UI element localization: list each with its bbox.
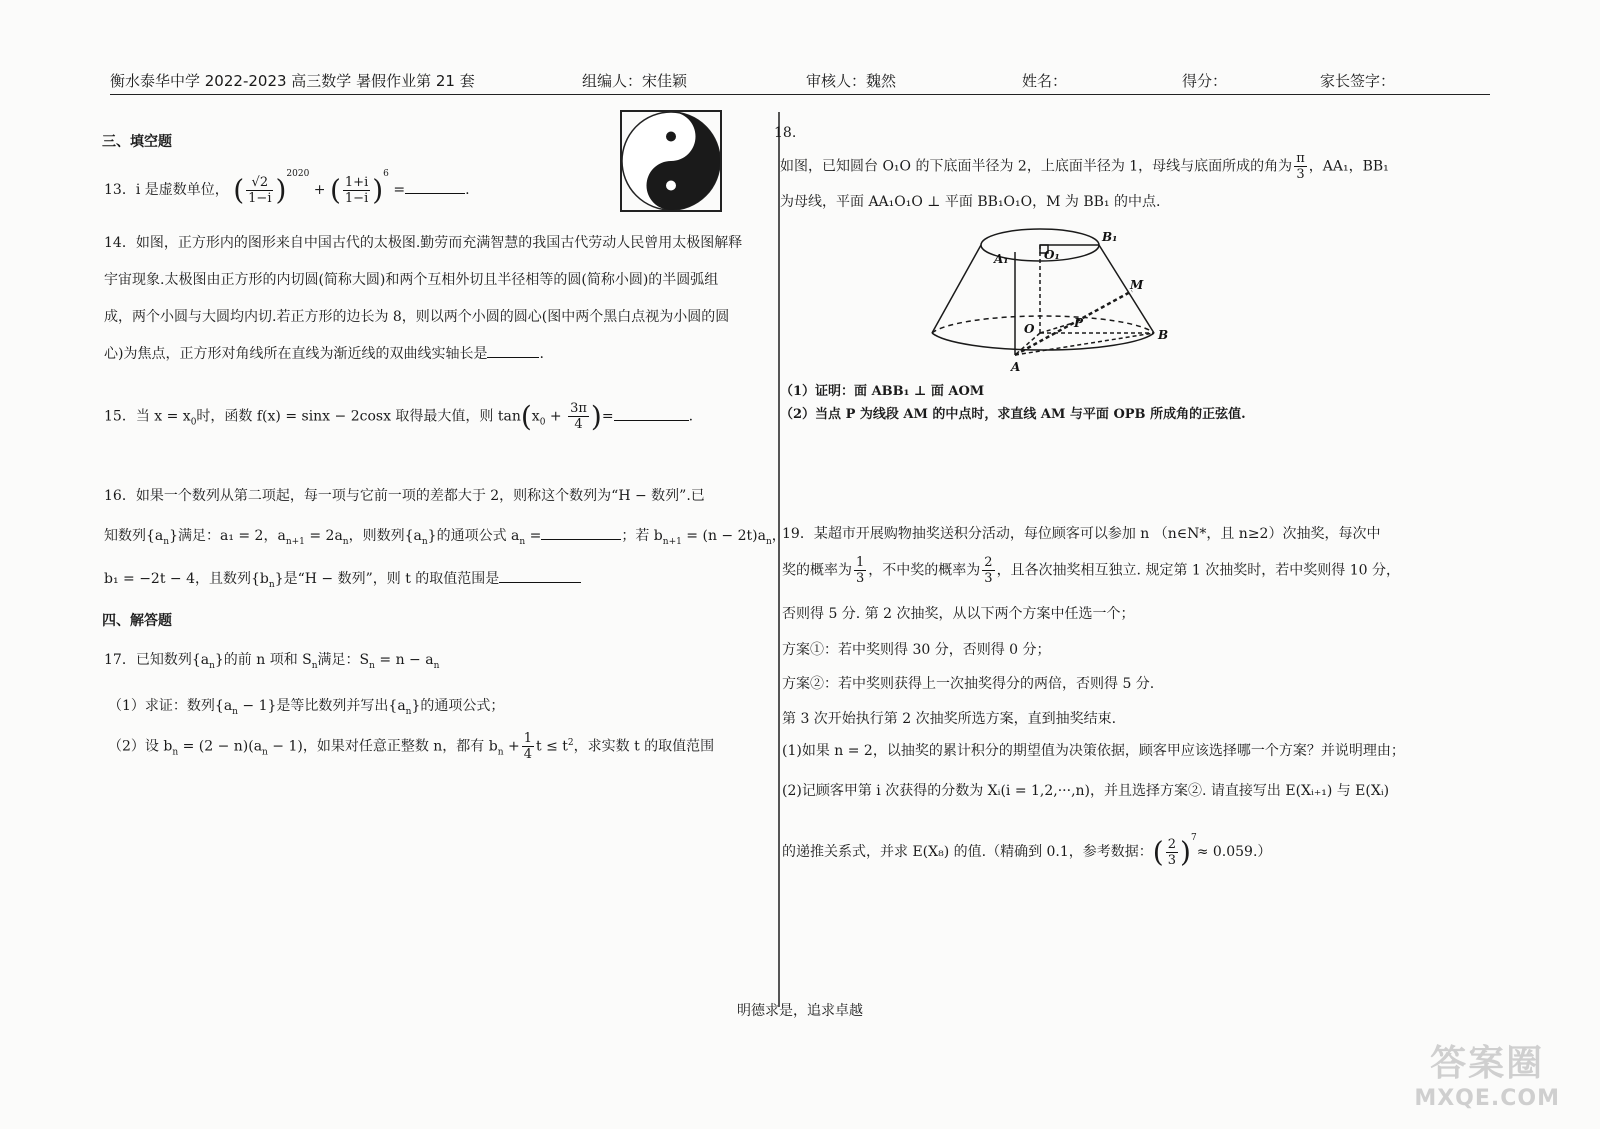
q15-sub: 0 — [190, 417, 197, 428]
q19-line2 — [782, 555, 1400, 586]
watermark-logo — [1414, 1035, 1560, 1111]
q14-text: 14．如图，正方形内的图形来自中国古代的太极图.勤劳而充满智慧的我国古代劳动人民曾用太极图解释宇宙现象.太极图由正方形的内切圆(简称大圆)和两个互相外切且半径相等的圆(简称小圆)的半圆弧组成，两个小圆与大圆均内切.若正方形的边长为 8，则以两个小圆的圆心(图中两个黑白点视为小圆的圆心)为焦点，正方形对角线所在直线为渐近线的双曲线实轴长是 — [104, 235, 743, 362]
q19-ref-exp: 7 — [1190, 833, 1197, 843]
q17-p2-s3: n — [497, 747, 504, 758]
q15-x-sub: 0 — [539, 417, 546, 428]
q17-p2-sq: 2 — [567, 737, 574, 748]
q16-s4: n — [421, 536, 428, 547]
label-A1: A₁ — [994, 252, 1009, 266]
q19-line6: 第 3 次开始执行第 2 次抽奖所选方案，直到抽奖结束. — [782, 711, 1117, 727]
header-parent-signature: 家长签字： — [1320, 72, 1396, 90]
q17-t3: 满足：S — [317, 652, 370, 668]
q17-p1-s2: n — [405, 706, 412, 717]
q16-t7: ；若 b — [621, 528, 663, 544]
question-17-part1 — [108, 695, 504, 717]
q16-answer-blank-1[interactable] — [541, 527, 621, 540]
header-score-field: 得分： — [1182, 72, 1228, 90]
q19-line3: 否则得 5 分. 第 2 次抽奖，从以下两个方案中任选一个； — [782, 606, 1135, 622]
question-16-line3 — [104, 568, 581, 590]
question-13: 13．i 是虚数单位， ( $\frac{√2}{1-i}$ )$^{2020}$ + ( $\frac{1+i}{1-i}$ )$^6$ = . — [104, 169, 470, 207]
label-A: A — [1011, 360, 1021, 374]
question-17-part2 — [108, 731, 714, 762]
label-P: P — [1074, 316, 1084, 330]
q18-number: 18. — [774, 125, 797, 141]
q13-frac2-num: 1+i — [344, 174, 369, 190]
q17-p2-t5: t ≤ t — [536, 738, 568, 755]
q13-frac1-num: √2 — [246, 175, 273, 191]
q13-answer-blank[interactable] — [405, 181, 465, 194]
q19-line5: 方案②：若中奖则获得上一次抽奖得分的两倍，否则得 5 分. — [782, 676, 1155, 692]
q13-exp1: 2020 — [286, 169, 310, 179]
q19-line9: 的递推关系式，并求 E(X₈) 的值.（精确到 0.1，参考数据：( $\frac{2}{3}$ )$^7$≈ 0.059.） — [782, 833, 1272, 869]
q15-equals: = — [601, 408, 614, 425]
q17-t2: }的前 n 项和 S — [214, 652, 312, 668]
section-fill-in-title: 三、填空题 — [102, 134, 172, 150]
q17-s2: n — [311, 660, 318, 671]
q16-t8: = (n − 2t)a — [681, 528, 766, 544]
q16-s3: n — [342, 536, 349, 547]
page-footer-motto: 明德求是，追求卓越 — [737, 1003, 863, 1019]
q17-p1-t1: （1）求证：数列{a — [108, 698, 233, 714]
q18-part1: （1）证明：面 ABB₁ ⊥ 面 AOM — [780, 384, 985, 399]
q17-s1: n — [209, 660, 215, 671]
q19-line4: 方案①：若中奖则得 30 分，否则得 0 分； — [782, 642, 1051, 658]
q15-frac-num: 3π — [570, 401, 587, 416]
q17-p1-s1: n — [232, 706, 238, 717]
q16-s2: n+1 — [285, 536, 305, 547]
question-16-line1: 16．如果一个数列从第二项起，每一项与它前一项的差都大于 2，则称这个数列为“H − 数列”.已 — [104, 488, 705, 504]
q16-t11: }是“H − 数列”，则 t 的取值范围是 — [274, 571, 500, 587]
frustum-figure — [920, 215, 1180, 375]
q17-s3: n — [369, 660, 375, 671]
q15-frac-den: 4 — [574, 417, 583, 432]
q18-line1 — [780, 151, 1389, 182]
q17-p1-t2: − 1}是等比数列并写出{a — [237, 698, 406, 714]
question-16-line2 — [104, 525, 786, 547]
question-14 — [104, 225, 744, 373]
q13-end: . — [465, 182, 470, 198]
q16-t5: }的通项公式 a — [427, 528, 520, 544]
q16-t2: }满足：a₁ = 2，a — [169, 528, 286, 544]
label-B: B — [1158, 328, 1169, 342]
q16-answer-blank-2[interactable] — [499, 570, 581, 583]
q19-p1-num: 1 — [856, 555, 865, 570]
taiji-figure — [620, 110, 722, 212]
q13-frac1-den: 1−i — [248, 190, 272, 206]
q16-t3: = 2a — [304, 528, 343, 544]
q18-part2: （2）当点 P 为线段 AM 的中点时，求直线 AM 与平面 OPB 所成角的正弦值. — [780, 407, 1246, 422]
q13-plus: + — [313, 182, 326, 198]
q16-t6: = — [525, 528, 542, 544]
q13-number: 13． — [104, 182, 136, 198]
q15-answer-blank[interactable] — [614, 408, 689, 421]
q17-s4: n — [433, 660, 440, 671]
q19-ref-num: 2 — [1167, 836, 1177, 852]
page-header — [110, 66, 1490, 95]
section-answer-title: 四、解答题 — [102, 613, 172, 629]
q17-t1: 17．已知数列{a — [104, 652, 210, 668]
q17-frac-den: 4 — [523, 747, 532, 762]
q17-t4: = n − a — [374, 652, 434, 668]
q17-p2-t6: ，求实数 t 的取值范围 — [573, 738, 715, 755]
q15-text-a: 15．当 x = x — [104, 408, 191, 425]
watermark-top: 答案圈 — [1430, 1043, 1545, 1084]
column-divider — [778, 112, 780, 1007]
q19-l9b: ≈ 0.059.） — [1196, 844, 1272, 860]
q19-p2-num: 2 — [984, 555, 993, 570]
q16-t4: ，则数列{a — [348, 528, 422, 544]
header-compiler: 组编人：宋佳颖 — [582, 72, 688, 90]
q19-p2-den: 3 — [984, 571, 993, 586]
header-reviewer: 审核人：魏然 — [806, 72, 897, 90]
question-15: 15．当 $x = x_0$时，函数 f(x) = sinx − 2cosx 取得最大值，则 $\tan(x_0$ + $\frac{3\pi}{4}$ )= . — [104, 400, 694, 433]
q17-p2-s2: n — [262, 747, 268, 758]
q19-line8: (2)记顾客甲第 i 次获得的分数为 Xᵢ(i = 1,2,···,n)，并且选择方案②. 请直接写出 E(Xᵢ₊₁) 与 E(Xᵢ) — [782, 783, 1390, 799]
q16-s1: n — [163, 536, 170, 547]
header-school: 衡水泰华中学 2022-2023 高三数学 暑假作业第 21 套 — [110, 72, 475, 90]
label-O: O — [1024, 322, 1035, 336]
header-name-field: 姓名： — [1022, 72, 1068, 90]
q16-t9: ， — [771, 528, 786, 544]
q17-p2-t1: （2）设 b — [108, 738, 173, 755]
q16-t1: 知数列{a — [104, 528, 164, 544]
q19-l2a: 奖的概率为 — [782, 562, 852, 579]
q18-line2: 为母线，平面 AA₁O₁O ⊥ 平面 BB₁O₁O，M 为 BB₁ 的中点. — [780, 194, 1161, 210]
q13-frac2-den: 1−i — [344, 190, 369, 206]
q17-frac-num: 1 — [523, 731, 532, 746]
q17-p2-s1: n — [172, 747, 179, 758]
q19-l2c: ，且各次抽奖相互独立. 规定第 1 次抽奖时，若中奖则得 10 分， — [996, 562, 1400, 579]
q18-l1a: 如图，已知圆台 O₁O 的下底面半径为 2，上底面半径为 1，母线与底面所成的角为 — [780, 158, 1293, 175]
q15-end: . — [688, 408, 694, 425]
q17-p1-t3: }的通项公式； — [411, 698, 505, 714]
watermark-bottom: MXQE.COM — [1414, 1086, 1560, 1111]
question-17 — [104, 649, 439, 671]
q19-l2b: ，不中奖的概率为 — [868, 562, 981, 579]
q19-line7: (1)如果 n = 2，以抽奖的累计积分的期望值为决策依据，顾客甲应该选择哪一个方案？并说明理由； — [782, 743, 1405, 759]
q14-end: . — [539, 346, 544, 362]
q16-s7: n — [765, 536, 772, 547]
q13-equals: = — [393, 182, 406, 198]
q18-l1b: ，AA₁，BB₁ — [1308, 158, 1389, 175]
q13-exp2: 6 — [383, 169, 389, 179]
q19-ref-den: 3 — [1167, 852, 1177, 868]
label-B1: B₁ — [1102, 230, 1118, 244]
label-O1: O₁ — [1044, 248, 1060, 262]
q16-s8: n — [268, 579, 275, 590]
q16-s5: n — [519, 536, 526, 547]
q19-line1: 19．某超市开展购物抽奖送积分活动，每位顾客可以参加 n （n∈N*，且 n≥2）次抽奖，每次中 — [782, 526, 1381, 542]
q19-l9a: 的递推关系式，并求 E(X₈) 的值.（精确到 0.1，参考数据： — [782, 844, 1153, 860]
q18-frac-den: 3 — [1296, 167, 1305, 182]
label-M: M — [1130, 278, 1144, 292]
q14-answer-blank[interactable] — [487, 345, 539, 358]
q16-s6: n+1 — [662, 536, 682, 547]
q17-p2-t4: + — [503, 738, 520, 755]
q16-t10: b₁ = −2t − 4，且数列{b — [104, 571, 269, 587]
q17-p2-t3: − 1)，如果对任意正整数 n，都有 b — [267, 738, 498, 755]
q15-x: x — [531, 408, 540, 425]
q15-text-b: 时，函数 f(x) = sinx − 2cosx 取得最大值，则 tan — [196, 408, 521, 425]
q18-frac-num: π — [1296, 151, 1305, 166]
q17-p2-t2: = (2 − n)(a — [178, 738, 263, 755]
q19-p1-den: 3 — [856, 571, 865, 586]
q13-text: i 是虚数单位， — [135, 182, 229, 198]
